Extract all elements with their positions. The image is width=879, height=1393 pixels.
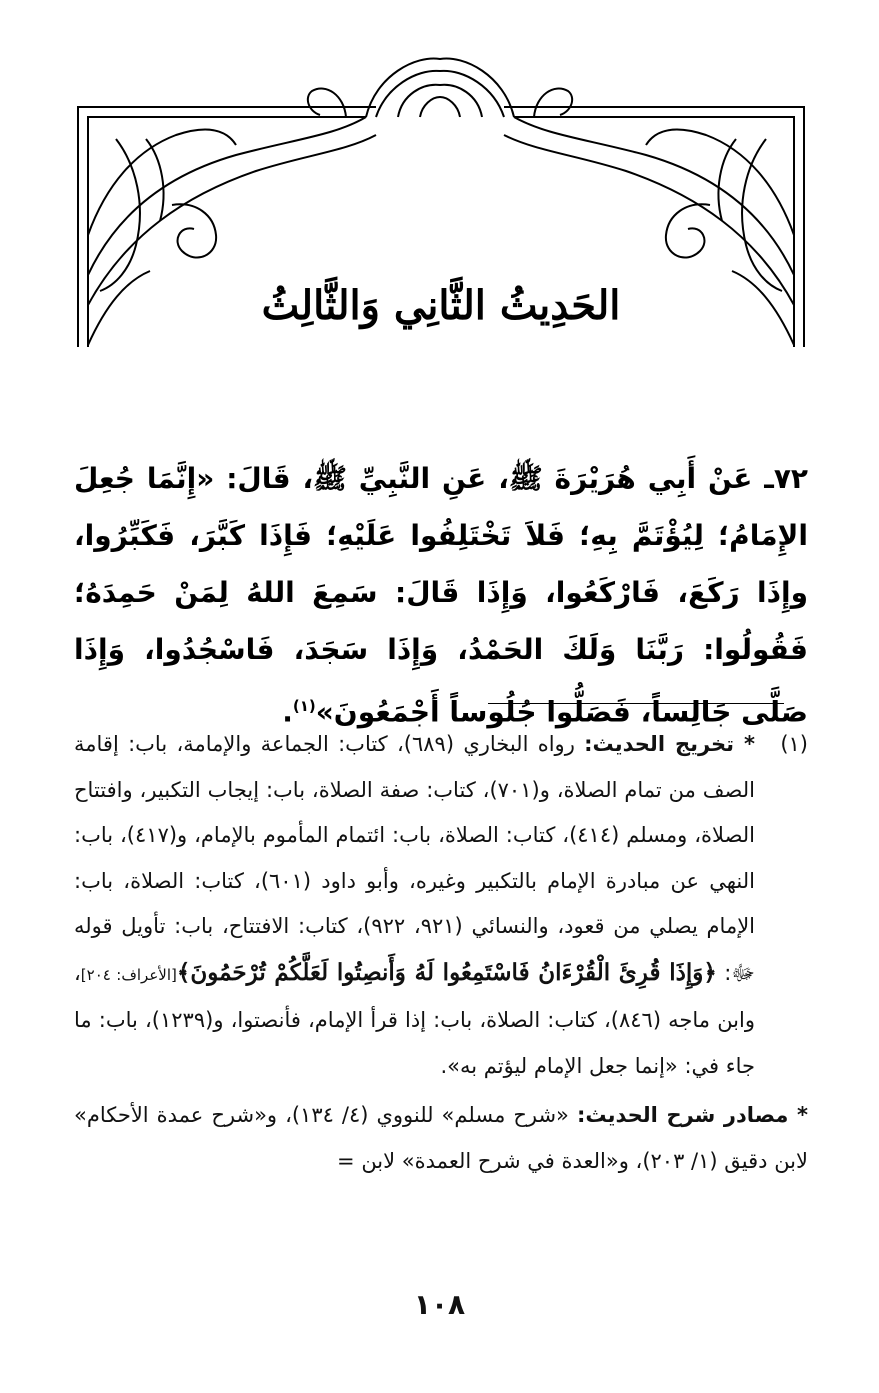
footnote-takhrij-label: * تخريج الحديث: [584, 732, 755, 756]
footnote-reference[interactable]: (١) [292, 697, 316, 715]
footnote-sources-text: «شرح مسلم» للنووي (٤/ ١٣٤)، و«شرح عمدة الأحكام» لابن دقيق (١/ ٢٠٣)، و«العدة في شرح العمدة» لابن = [74, 1103, 808, 1173]
footnote-sources-label: * مصادر شرح الحديث: [576, 1103, 808, 1127]
hadith-number: ٧٢ [773, 462, 808, 495]
page-number: ١٠٨ [413, 1288, 466, 1321]
hadith-text [74, 450, 808, 740]
chapter-title: الحَدِيثُ الثَّانِي وَالثَّالِثُ [261, 282, 621, 329]
verse-reference: [الأعراف: ٢٠٤] [80, 965, 177, 984]
footnote-marker: (١) [780, 732, 808, 756]
hadith-body: ـ عَنْ أَبِي هُرَيْرَةَ ﷺ، عَنِ النَّبِيِّ ﷺ، قَالَ: «إِنَّمَا جُعِلَ الإِمَامُ؛ لِيُؤْتَمَّ بِهِ؛ فَلاَ تَخْتَلِفُوا عَلَيْهِ؛ فَإِذَا كَبَّرَ، فَكَبِّرُوا، وإِذَا رَكَعَ، فَارْكَعُوا، وَإِذَا قَالَ: سَمِعَ اللهُ لِمَنْ حَمِدَهُ؛ فَقُولُوا: رَبَّنَا وَلَكَ الحَمْدُ، وَإِذَا سَجَدَ، فَاسْجُدُوا، وَإِذَا صَلَّى جَالِساً، فَصَلُّوا جُلُوساً أَجْمَعُونَ» [74, 462, 808, 729]
footnote-1 [74, 722, 808, 1089]
footnote-takhrij-text: رواه البخاري (٦٨٩)، كتاب: الجماعة والإمامة، باب: إقامة الصف من تمام الصلاة، و(٧٠١)، كتاب: صفة الصلاة، باب: إيجاب التكبير، وافتتاح الصلاة، ومسلم (٤١٤)، كتاب: الصلاة، باب: ائتمام المأموم بالإمام، و(٤١٧)، باب: النهي عن مبادرة الإمام بالتكبير وغيره، وأبو داود (٦٠١)، كتاب: الصلاة، باب: الإمام يصلي من قعود، والنسائي (٩٢١، ٩٢٢)، كتاب: الافتتاح، باب: تأويل قوله ﷻ: [74, 732, 756, 985]
footnote-divider [488, 703, 784, 704]
quran-verse: ﴿وَإِذَا قُرِئَ الْقُرْءَانُ فَاسْتَمِعُوا لَهُ وَأَنصِتُوا لَعَلَّكُمْ تُرْحَمُونَ﴾ [176, 958, 717, 986]
footnotes [74, 722, 808, 1184]
footnote-takhrij-text-continued: ، وابن ماجه (٨٤٦)، كتاب: الصلاة، باب: إذا قرأ الإمام، فأنصتوا، و(١٢٣٩)، باب: ما جاء في: «إنما جعل الإمام ليؤتم به». [74, 960, 755, 1078]
footnote-sources [74, 1093, 808, 1184]
hadith-end: . [282, 695, 293, 729]
ornamental-header-frame [76, 55, 806, 347]
